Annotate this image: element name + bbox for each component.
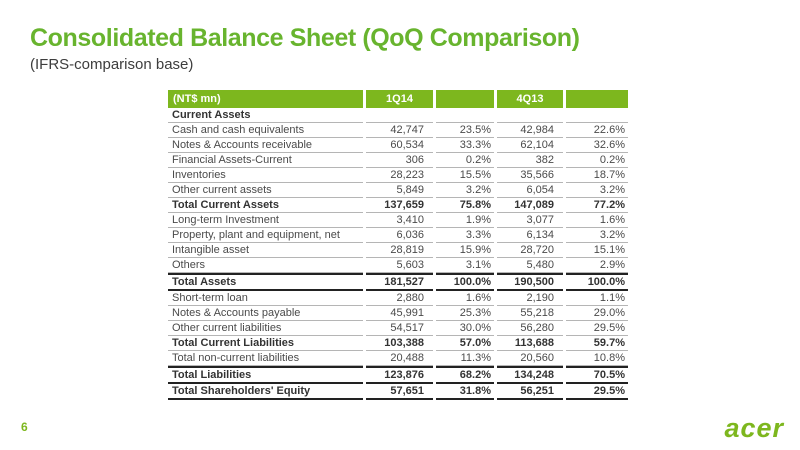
row-label: Other current liabilities — [168, 321, 363, 336]
row-value: 113,688 — [497, 336, 563, 351]
row-value — [566, 108, 628, 123]
row-value: 57.0% — [436, 336, 494, 351]
row-value: 3.2% — [566, 228, 628, 243]
row-value: 147,089 — [497, 198, 563, 213]
row-value: 42,747 — [366, 123, 433, 138]
table-row — [168, 243, 628, 258]
row-value: 20,488 — [366, 351, 433, 366]
row-value: 1.6% — [566, 213, 628, 228]
row-label: Current Assets — [168, 108, 363, 123]
row-value: 57,651 — [366, 384, 433, 400]
row-value: 55,218 — [497, 306, 563, 321]
table-row — [168, 321, 628, 336]
row-value: 29.5% — [566, 384, 628, 400]
row-label: Property, plant and equipment, net — [168, 228, 363, 243]
row-value: 59.7% — [566, 336, 628, 351]
table-row — [168, 183, 628, 198]
row-value: 75.8% — [436, 198, 494, 213]
row-value: 1.1% — [566, 291, 628, 306]
table-row — [168, 168, 628, 183]
table-body — [168, 108, 628, 400]
row-label: Total Current Liabilities — [168, 336, 363, 351]
row-value: 29.5% — [566, 321, 628, 336]
row-value: 5,603 — [366, 258, 433, 273]
row-value: 1.9% — [436, 213, 494, 228]
row-value: 23.5% — [436, 123, 494, 138]
row-value: 33.3% — [436, 138, 494, 153]
table-header-cell — [436, 90, 494, 108]
row-value: 56,280 — [497, 321, 563, 336]
row-value: 10.8% — [566, 351, 628, 366]
table-row — [168, 108, 628, 123]
row-value: 190,500 — [497, 273, 563, 291]
row-value: 28,223 — [366, 168, 433, 183]
row-value: 35,566 — [497, 168, 563, 183]
row-value: 5,480 — [497, 258, 563, 273]
row-value: 11.3% — [436, 351, 494, 366]
row-value: 2,880 — [366, 291, 433, 306]
row-value: 0.2% — [436, 153, 494, 168]
row-value: 134,248 — [497, 366, 563, 384]
table-row — [168, 306, 628, 321]
row-value: 18.7% — [566, 168, 628, 183]
row-value: 382 — [497, 153, 563, 168]
row-value: 42,984 — [497, 123, 563, 138]
table-row — [168, 213, 628, 228]
row-label: Short-term loan — [168, 291, 363, 306]
row-value: 54,517 — [366, 321, 433, 336]
row-value: 0.2% — [566, 153, 628, 168]
row-value: 77.2% — [566, 198, 628, 213]
table-row — [168, 123, 628, 138]
row-value: 3,410 — [366, 213, 433, 228]
row-value: 20,560 — [497, 351, 563, 366]
row-value: 15.1% — [566, 243, 628, 258]
row-value: 100.0% — [436, 273, 494, 291]
row-value: 5,849 — [366, 183, 433, 198]
row-value: 28,720 — [497, 243, 563, 258]
row-value: 137,659 — [366, 198, 433, 213]
balance-sheet-table — [165, 90, 631, 400]
table-header-cell: (NT$ mn) — [168, 90, 363, 108]
table-row — [168, 291, 628, 306]
row-value: 6,036 — [366, 228, 433, 243]
row-value — [366, 108, 433, 123]
row-label: Notes & Accounts payable — [168, 306, 363, 321]
row-value: 30.0% — [436, 321, 494, 336]
table-row — [168, 351, 628, 366]
table-header-cell: 1Q14 — [366, 90, 433, 108]
row-label: Notes & Accounts receivable — [168, 138, 363, 153]
table-row — [168, 366, 628, 384]
row-value: 181,527 — [366, 273, 433, 291]
row-value: 3.3% — [436, 228, 494, 243]
page-title: Consolidated Balance Sheet (QoQ Comparison) — [30, 24, 580, 52]
row-value: 3.2% — [436, 183, 494, 198]
row-label: Total Current Assets — [168, 198, 363, 213]
row-label: Long-term Investment — [168, 213, 363, 228]
page-number: 6 — [21, 420, 28, 434]
row-label: Total Liabilities — [168, 366, 363, 384]
row-value: 15.5% — [436, 168, 494, 183]
row-value: 28,819 — [366, 243, 433, 258]
table-row — [168, 198, 628, 213]
row-value: 22.6% — [566, 123, 628, 138]
row-value: 31.8% — [436, 384, 494, 400]
table-row — [168, 336, 628, 351]
row-label: Other current assets — [168, 183, 363, 198]
row-value: 56,251 — [497, 384, 563, 400]
row-value — [436, 108, 494, 123]
row-value: 25.3% — [436, 306, 494, 321]
table-row — [168, 258, 628, 273]
row-label: Total Assets — [168, 273, 363, 291]
row-value: 123,876 — [366, 366, 433, 384]
acer-logo: acer — [724, 413, 784, 443]
row-label: Financial Assets-Current — [168, 153, 363, 168]
row-label: Total Shareholders' Equity — [168, 384, 363, 400]
row-label: Cash and cash equivalents — [168, 123, 363, 138]
row-value: 3.1% — [436, 258, 494, 273]
row-label: Total non-current liabilities — [168, 351, 363, 366]
row-value: 306 — [366, 153, 433, 168]
table-header-row — [168, 90, 628, 108]
row-value: 100.0% — [566, 273, 628, 291]
row-value: 2.9% — [566, 258, 628, 273]
table-row — [168, 138, 628, 153]
table-row — [168, 384, 628, 400]
page-subtitle: (IFRS-comparison base) — [30, 56, 194, 73]
row-value: 2,190 — [497, 291, 563, 306]
row-value: 32.6% — [566, 138, 628, 153]
row-value: 6,054 — [497, 183, 563, 198]
row-value: 3.2% — [566, 183, 628, 198]
row-label: Others — [168, 258, 363, 273]
row-value: 45,991 — [366, 306, 433, 321]
row-value: 3,077 — [497, 213, 563, 228]
table-header-cell: 4Q13 — [497, 90, 563, 108]
row-value: 15.9% — [436, 243, 494, 258]
row-value: 6,134 — [497, 228, 563, 243]
row-value: 103,388 — [366, 336, 433, 351]
row-value: 60,534 — [366, 138, 433, 153]
table-row — [168, 273, 628, 291]
row-value: 1.6% — [436, 291, 494, 306]
table-header — [168, 90, 628, 108]
row-value: 29.0% — [566, 306, 628, 321]
row-label: Intangible asset — [168, 243, 363, 258]
row-value — [497, 108, 563, 123]
table-row — [168, 228, 628, 243]
row-value: 62,104 — [497, 138, 563, 153]
row-value: 68.2% — [436, 366, 494, 384]
table-row — [168, 153, 628, 168]
table-header-cell — [566, 90, 628, 108]
row-value: 70.5% — [566, 366, 628, 384]
row-label: Inventories — [168, 168, 363, 183]
